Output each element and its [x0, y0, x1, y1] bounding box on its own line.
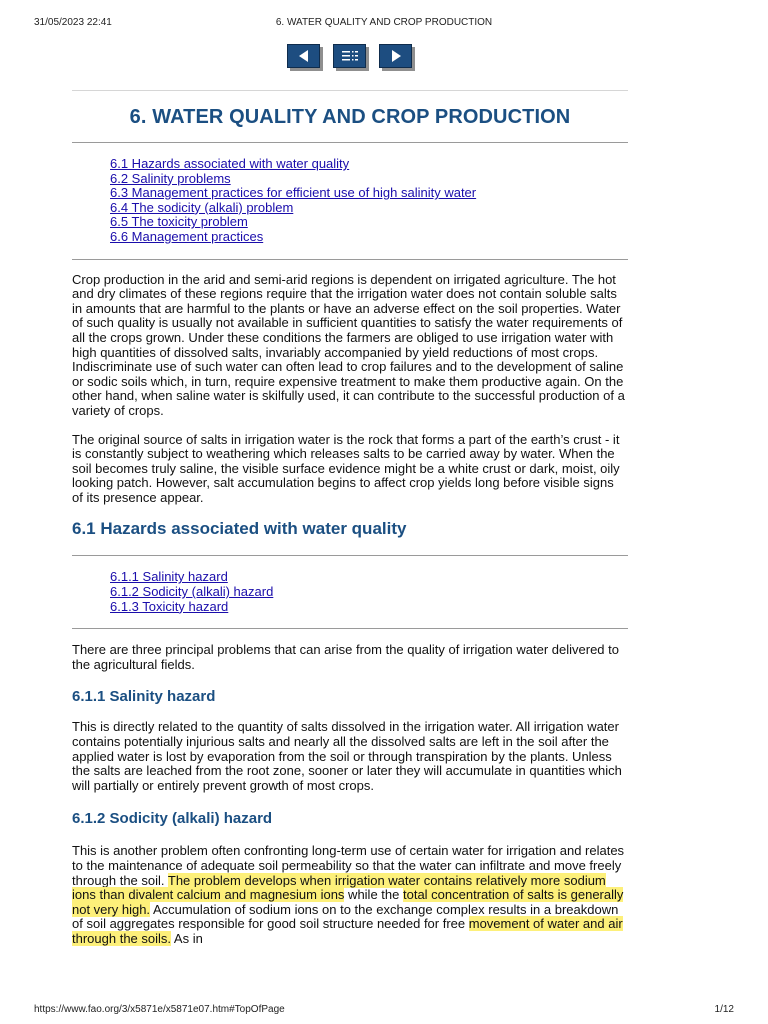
toc-link-6-1-2[interactable]: 6.1.2 Sodicity (alkali) hazard	[110, 584, 274, 600]
print-datetime: 31/05/2023 22:41	[34, 17, 112, 28]
previous-page-button[interactable]	[287, 44, 320, 68]
arrow-right-icon	[388, 49, 404, 63]
page-title: 6. WATER QUALITY AND CROP PRODUCTION	[129, 106, 571, 128]
toc-link-6-1-1[interactable]: 6.1.1 Salinity hazard	[110, 569, 228, 585]
divider	[72, 259, 628, 260]
main-content	[72, 90, 628, 947]
toc-link-6-4[interactable]: 6.4 The sodicity (alkali) problem	[110, 199, 294, 215]
contents-button[interactable]	[333, 44, 366, 68]
section-toc-6-1	[110, 570, 628, 614]
toc-link-6-2[interactable]: 6.2 Salinity problems	[110, 170, 231, 186]
page-number: 1/12	[714, 1004, 734, 1015]
paragraph-text: This is another problem often confronting long-term use of certain water for irrigation and relates to the maintenance of adequate soil permeability so that the water can infiltrate and move freely through the soil.	[72, 843, 625, 888]
paragraph-text: Accumulation of sodium ions on to the exchange complex results in a breakdown of soil aggregates responsible for good soil structure needed for free	[72, 901, 619, 932]
paragraph-text: As in	[171, 930, 203, 946]
arrow-left-icon	[296, 49, 312, 63]
paragraph-text: while the	[344, 887, 403, 903]
highlighted-text: total concentration of salts is generally not very high.	[72, 887, 624, 917]
print-doc-title: 6. WATER QUALITY AND CROP PRODUCTION	[275, 17, 493, 28]
section-heading-6-1-2: 6.1.2 Sodicity (alkali) hazard	[72, 810, 273, 828]
toc-link-6-1-3[interactable]: 6.1.3 Toxicity hazard	[110, 598, 229, 614]
highlighted-text: movement of water and air through the soils.	[72, 916, 623, 946]
divider	[72, 555, 628, 556]
chapter-toc	[110, 157, 628, 245]
toc-link-6-3[interactable]: 6.3 Management practices for efficient use of high salinity water	[110, 185, 477, 201]
divider	[72, 628, 628, 629]
toc-link-6-5[interactable]: 6.5 The toxicity problem	[110, 214, 248, 230]
divider	[72, 142, 628, 143]
nav-bar	[0, 44, 768, 74]
section-heading-6-1: 6.1 Hazards associated with water quality	[72, 519, 407, 539]
section-6-1-paragraph: There are three principal problems that can arise from the quality of irrigation water delivered to the agricultural fields.	[72, 642, 619, 672]
highlighted-text: The problem develops when irrigation water contains relatively more sodium ions than divalent calcium and magnesium ions	[72, 872, 606, 903]
divider	[72, 90, 628, 91]
next-page-button[interactable]	[379, 44, 412, 68]
table-of-contents-icon	[340, 49, 360, 63]
intro-paragraph-2: The original source of salts in irrigation water is the rock that forms a part of the earth’s crust - it is constantly subject to weathering which releases salts to be carried away by water. When the soil becomes truly saline, the visible surface evidence might be a white crust or dark, moist, oily looking patch. However, salt accumulation begins to affect crop yields long before visible signs of its presence appear.	[72, 431, 620, 505]
section-6-1-1-paragraph: This is directly related to the quantity of salts dissolved in the irrigation water. All irrigation water contains potentially injurious salts and nearly all the dissolved salts are left in the soil after the applied water is lost by evaporation from the soil or through transpiration by the plants. Unless the salts are leached from the root zone, sooner or later they will accumulate in quantities which will partially or entirely prevent growth of most crops.	[72, 719, 622, 793]
intro-paragraph-1: Crop production in the arid and semi-arid regions is dependent on irrigated agriculture. The hot and dry climates of these regions require that the irrigation water does not contain soluble salts in amounts that are harmful to the plants or have an adverse effect on the soil properties. Water of such quality is usually not available in sufficient quantities to satisfy the water requirements of all the crops grown. Under these conditions the farmers are obliged to use irrigation water with high quantities of dissolved salts, invariably accompanied by yield reductions of most crops. Indiscriminate use of such water can often lead to crop failures and to the development of saline or sodic soils which, in turn, require expensive treatment to make them productive again. On the other hand, when saline water is skilfully used, it can contribute to the successful production of a variety of crops.	[72, 271, 625, 418]
toc-link-6-6[interactable]: 6.6 Management practices	[110, 228, 264, 244]
section-heading-6-1-1: 6.1.1 Salinity hazard	[72, 688, 216, 706]
toc-link-6-1[interactable]: 6.1 Hazards associated with water quality	[110, 156, 350, 171]
print-url: https://www.fao.org/3/x5871e/x5871e07.htm#TopOfPage	[34, 1004, 285, 1015]
section-6-1-2-paragraph	[72, 844, 628, 946]
